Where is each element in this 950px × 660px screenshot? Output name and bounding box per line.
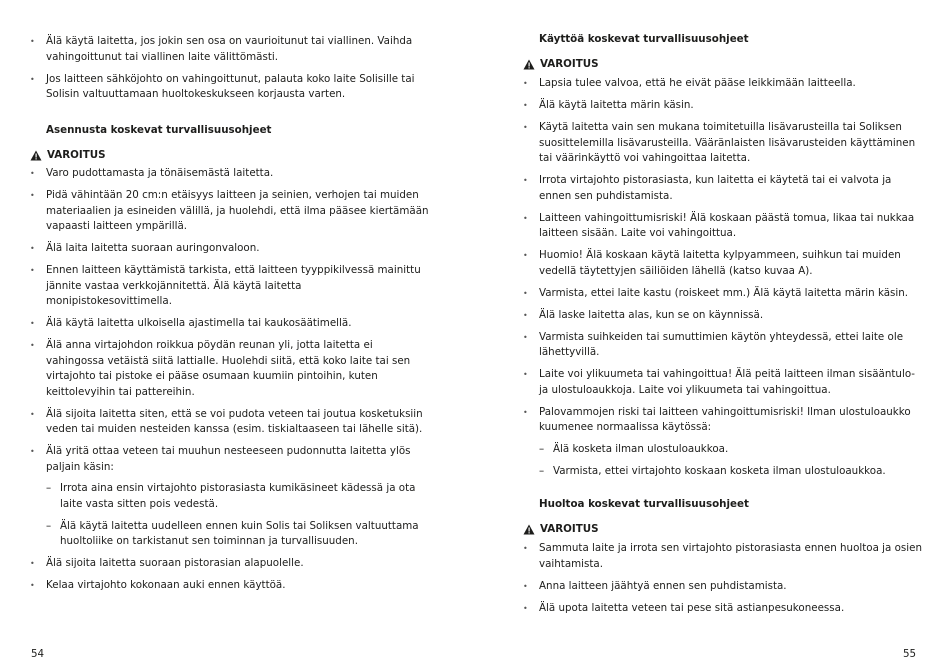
list-item: • Käytä laitetta vain sen mukana toimitetuilla lisävarusteilla tai Soliksen suosittelemilla lisävarusteilla. Vääränlaisten lisävarusteiden käyttäminen tai väärinkäyttö voi vahingoittaa laitetta. — [523, 120, 923, 167]
list-item: • Sammuta laite ja irrota sen virtajohto pistorasiasta ennen huoltoa ja osien vaihtamista. — [523, 541, 923, 572]
warning-text: VAROITUS — [540, 523, 599, 535]
list-item: • Jos laitteen sähköjohto on vahingoittunut, palauta koko laite Solisille tai Solisin valtuuttamaan huoltokeskukseen korjausta varten. — [30, 72, 430, 103]
sub-list-item: – Irrota aina ensin virtajohto pistorasiasta kumikäsineet kädessä ja ota laite vasta sitten pois vedestä. — [46, 481, 430, 512]
warning-label-right-2 — [523, 522, 599, 536]
page-number-left: 54 — [31, 648, 45, 660]
list-item: • Älä käytä laitetta märin käsin. — [523, 98, 923, 114]
list-item: • Ennen laitteen käyttämistä tarkista, että laitteen tyyppikilvessä mainittu jännite vastaa verkkojännitettä. Älä käytä laitetta monipistokesovittimella. — [30, 263, 430, 310]
maintenance-list — [523, 541, 923, 623]
list-item: • Anna laitteen jäähtyä ennen sen puhdistamista. — [523, 579, 923, 595]
warning-text: VAROITUS — [47, 149, 106, 161]
list-item: • Lapsia tulee valvoa, että he eivät pääse leikkimään laitteella. — [523, 76, 923, 92]
maintenance-safety-heading: Huoltoa koskevat turvallisuusohjeet — [539, 498, 749, 510]
usage-list — [523, 76, 923, 486]
list-item: • Älä käytä laitetta, jos jokin sen osa on vaurioitunut tai viallinen. Vaihda vahingoittunut tai viallinen laite välittömästi. — [30, 34, 430, 65]
list-item: • Varmista suihkeiden tai sumuttimien käytön yhteydessä, ettei laite ole lähettyvillä. — [523, 330, 923, 361]
list-item: • Laitteen vahingoittumisriski! Älä koskaan päästä tomua, likaa tai nukkaa laitteen sisään. Laite voi vahingoittua. — [523, 211, 923, 242]
list-item: • Älä sijoita laitetta suoraan pistorasian alapuolelle. — [30, 556, 430, 572]
list-item: • Huomio! Älä koskaan käytä laitetta kylpyammeen, suihkun tai muiden vedellä täytettyjen säiliöiden lähellä (katso kuvaa A). — [523, 248, 923, 279]
warning-text: VAROITUS — [540, 58, 599, 70]
list-item: • Irrota virtajohto pistorasiasta, kun laitetta ei käytetä tai ei valvota ja ennen sen puhdistamista. — [523, 173, 923, 204]
list-item: • Laite voi ylikuumeta tai vahingoittua! Älä peitä laitteen ilman sisääntulo- ja ulostuloaukkoja. Laite voi ylikuumeta tai vahingoittua. — [523, 367, 923, 398]
list-item: • Kelaa virtajohto kokonaan auki ennen käyttöä. — [30, 578, 430, 594]
installation-list — [30, 166, 430, 600]
list-item: • Älä laske laitetta alas, kun se on käynnissä. — [523, 308, 923, 324]
usage-safety-heading: Käyttöä koskevat turvallisuusohjeet — [539, 33, 749, 45]
list-item-text: Palovammojen riski tai laitteen vahingoittumisriski! Ilman ulostuloaukko kuumenee normaalissa käytössä: — [539, 405, 911, 433]
list-item: • Älä upota laitetta veteen tai pese sitä astianpesukoneessa. — [523, 601, 923, 617]
list-item: • Älä käytä laitetta ulkoisella ajastimella tai kaukosäätimellä. — [30, 316, 430, 332]
sub-list-item: – Älä kosketa ilman ulostuloaukkoa. — [539, 442, 923, 458]
list-item: • Älä sijoita laitetta siten, että se voi pudota veteen tai joutua kosketuksiin veden tai muiden nesteiden kanssa (esim. tiskialtaaseen tai lähelle sitä). — [30, 407, 430, 438]
warning-triangle-icon — [523, 59, 535, 70]
sub-list-item: – Älä käytä laitetta uudelleen ennen kuin Solis tai Soliksen valtuuttama huoltoliike on tarkistanut sen toiminnan ja turvallisuuden. — [46, 519, 430, 550]
list-item: • Älä laita laitetta suoraan auringonvaloon. — [30, 241, 430, 257]
list-item-text: Älä yritä ottaa veteen tai muuhun nesteeseen pudonnutta laitetta ylös paljain käsin: — [46, 445, 411, 473]
left-top-list — [30, 34, 430, 109]
warning-triangle-icon — [30, 150, 42, 161]
list-item — [30, 444, 430, 550]
list-item: • Älä anna virtajohdon roikkua pöydän reunan yli, jotta laitetta ei vahingossa vetäistä siitä lattialle. Huolehdi siitä, että koko laite tai sen virtajohto tai pistoke ei pääse osumaan kuumiin pintoihin, kuten keittolevyihin tai pattereihin. — [30, 338, 430, 400]
list-item: • Pidä vähintään 20 cm:n etäisyys laitteen ja seinien, verhojen tai muiden materiaalien ja esineiden välillä, ja huolehdi, että ilma pääsee kiertämään vapaasti laitteen ympärillä. — [30, 188, 430, 235]
sub-list — [46, 481, 430, 550]
sub-list-item: – Varmista, ettei virtajohto koskaan kosketa ilman ulostuloaukkoa. — [539, 464, 923, 480]
list-item: • Varmista, ettei laite kastu (roiskeet mm.) Älä käytä laitetta märin käsin. — [523, 286, 923, 302]
list-item: • Varo pudottamasta ja tönäisemästä laitetta. — [30, 166, 430, 182]
warning-label-left — [30, 148, 106, 162]
warning-triangle-icon — [523, 524, 535, 535]
installation-safety-heading: Asennusta koskevat turvallisuusohjeet — [46, 124, 272, 136]
warning-label-right — [523, 57, 599, 71]
sub-list — [539, 442, 923, 480]
list-item — [523, 405, 923, 480]
page-number-right: 55 — [903, 648, 917, 660]
